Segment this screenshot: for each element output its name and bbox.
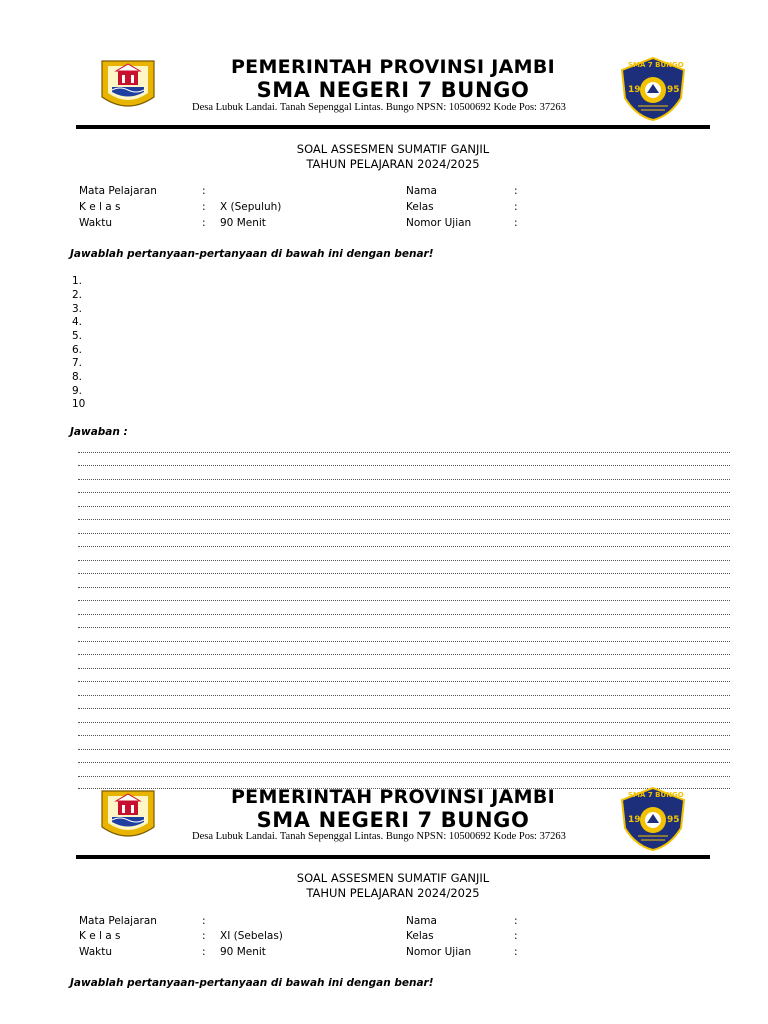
info-sep: : (514, 930, 518, 942)
info-value: X (Sepuluh) (220, 201, 282, 213)
question-number: 9. (72, 385, 83, 397)
answer-line[interactable] (78, 749, 730, 750)
header-title-province: PEMERINTAH PROVINSI JAMBI (230, 56, 556, 78)
logo-year-right: 95 (667, 815, 680, 825)
info-label: K e l a s (79, 930, 121, 942)
info-sep: : (514, 946, 518, 958)
logo-ring-text: SMA 7 BUNGO (628, 791, 684, 799)
logo-year-left: 19 (628, 85, 641, 95)
answer-line[interactable] (78, 695, 730, 696)
info-sep: : (202, 201, 206, 213)
info-label: Kelas (406, 930, 434, 942)
logo-sma7-bungo (618, 56, 688, 122)
info-value: 90 Menit (220, 217, 266, 229)
info-value: XI (Sebelas) (220, 930, 283, 942)
question-number: 6. (72, 344, 83, 356)
answer-line[interactable] (78, 479, 730, 480)
info-sep: : (202, 217, 206, 229)
info-label: Nama (406, 915, 437, 927)
logo-ring-text: SMA 7 BUNGO (628, 61, 684, 69)
answer-line[interactable] (78, 587, 730, 588)
answer-line[interactable] (78, 519, 730, 520)
logo-year-right: 95 (667, 85, 680, 95)
answer-line[interactable] (78, 546, 730, 547)
question-number: 2. (72, 289, 83, 301)
info-label: Mata Pelajaran (79, 915, 157, 927)
exam-year: TAHUN PELAJARAN 2024/2025 (306, 886, 480, 900)
header-title-school: SMA NEGERI 7 BUNGO (256, 808, 530, 832)
answer-line[interactable] (78, 573, 730, 574)
answer-line[interactable] (78, 681, 730, 682)
info-label: Waktu (79, 946, 112, 958)
info-sep: : (202, 185, 206, 197)
answer-line[interactable] (78, 654, 730, 655)
exam-title: SOAL ASSESMEN SUMATIF GANJIL (296, 871, 490, 885)
header-divider (76, 855, 710, 859)
answer-line[interactable] (78, 722, 730, 723)
answer-label: Jawaban : (70, 426, 128, 438)
instruction-text: Jawablah pertanyaan-pertanyaan di bawah ini dengan benar! (70, 248, 434, 260)
answer-line[interactable] (78, 452, 730, 453)
logo-year-left: 19 (628, 815, 641, 825)
info-sep: : (514, 915, 518, 927)
info-label: Kelas (406, 201, 434, 213)
answer-line[interactable] (78, 762, 730, 763)
answer-line[interactable] (78, 627, 730, 628)
instruction-text: Jawablah pertanyaan-pertanyaan di bawah ini dengan benar! (70, 977, 434, 989)
answer-line[interactable] (78, 668, 730, 669)
header-address: Desa Lubuk Landai. Tanah Sepenggal Lintas. Bungo NPSN: 10500692 Kode Pos: 37263 (192, 102, 566, 113)
info-sep: : (514, 217, 518, 229)
info-label: Nomor Ujian (406, 946, 472, 958)
question-number: 8. (72, 371, 83, 383)
header-title-province: PEMERINTAH PROVINSI JAMBI (230, 786, 556, 808)
answer-line[interactable] (78, 776, 730, 777)
info-sep: : (202, 946, 206, 958)
info-value: 90 Menit (220, 946, 266, 958)
info-label: Nama (406, 185, 437, 197)
answer-line[interactable] (78, 465, 730, 466)
answer-line[interactable] (78, 641, 730, 642)
info-label: Mata Pelajaran (79, 185, 157, 197)
logo-sma7-bungo (618, 786, 688, 852)
header-divider (76, 125, 710, 129)
answer-line[interactable] (78, 600, 730, 601)
info-label: Nomor Ujian (406, 217, 472, 229)
answer-line[interactable] (78, 708, 730, 709)
header-title-school: SMA NEGERI 7 BUNGO (256, 78, 530, 102)
info-sep: : (202, 930, 206, 942)
answer-line[interactable] (78, 492, 730, 493)
answer-line[interactable] (78, 506, 730, 507)
info-sep: : (514, 185, 518, 197)
info-sep: : (202, 915, 206, 927)
answer-line[interactable] (78, 560, 730, 561)
question-number: 5. (72, 330, 83, 342)
info-sep: : (514, 201, 518, 213)
answer-line[interactable] (78, 533, 730, 534)
exam-title: SOAL ASSESMEN SUMATIF GANJIL (296, 142, 490, 156)
info-label: Waktu (79, 217, 112, 229)
info-label: K e l a s (79, 201, 121, 213)
answer-line[interactable] (78, 735, 730, 736)
question-number: 7. (72, 357, 83, 369)
question-number: 1. (72, 275, 83, 287)
answer-line[interactable] (78, 614, 730, 615)
header-address: Desa Lubuk Landai. Tanah Sepenggal Lintas. Bungo NPSN: 10500692 Kode Pos: 37263 (192, 831, 566, 842)
exam-year: TAHUN PELAJARAN 2024/2025 (306, 157, 480, 171)
question-number: 10 (72, 398, 86, 410)
question-number: 3. (72, 303, 83, 315)
question-number: 4. (72, 316, 83, 328)
